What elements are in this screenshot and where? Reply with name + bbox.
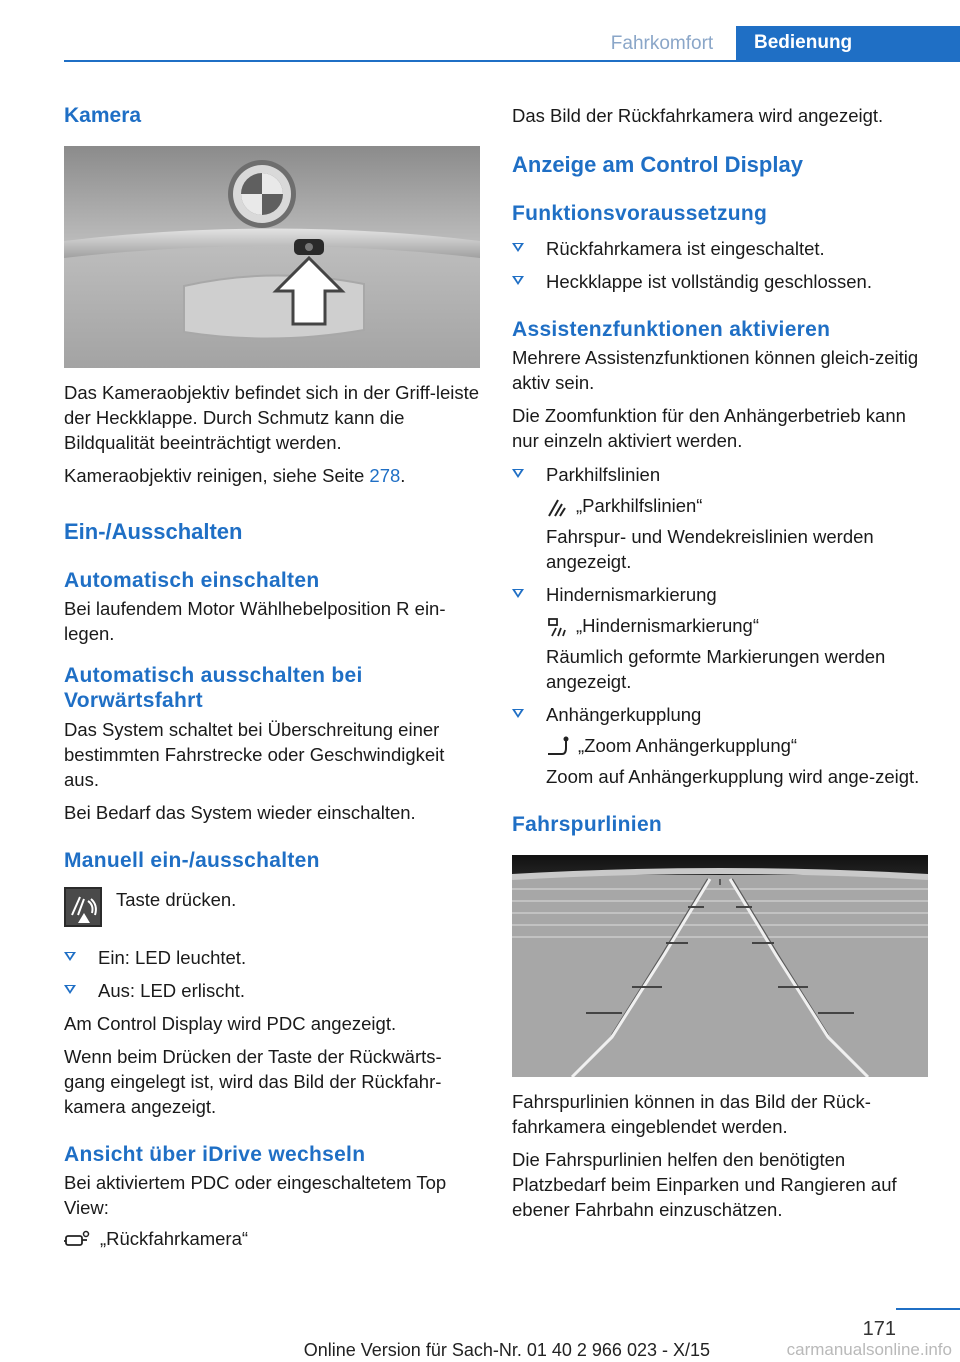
kamera-desc: Das Kameraobjektiv befindet sich in der Griff-leiste der Heckklappe. Durch Schmutz kann die Bildqualität beeinträchtigt werden. (64, 382, 480, 453)
sub-anh-icon-row (512, 733, 928, 758)
assist-text1: Mehrere Assistenzfunktionen können gleich-zeitig aktiv sein. (512, 347, 919, 393)
list-item-f1 (512, 236, 928, 261)
kamera-clean-dot: . (400, 465, 406, 486)
footer-rule (896, 1308, 960, 1310)
lane-lines-image (512, 855, 928, 1077)
obstacle-marking-icon[interactable] (546, 616, 568, 638)
li-park-text: Parkhilfslinien (546, 464, 661, 485)
sub-hind-icon-row (512, 613, 928, 638)
list-item-hind (512, 582, 928, 607)
bullet-triangle-icon (64, 952, 76, 961)
taste-row (64, 887, 480, 933)
heading-auto-aus: Automatisch ausschalten bei Vorwärtsfahrt (64, 664, 363, 712)
heading-assist: Assistenzfunktionen aktivieren (512, 318, 831, 341)
heading-kamera: Kamera (64, 104, 142, 127)
camera-photo (64, 146, 480, 368)
li-hind-text: Hindernismarkierung (546, 584, 717, 606)
auto-aus-text1: Das System schaltet bei Überschreitung einer bestimmten Fahrstrecke oder Geschwindigkeit aus. (64, 719, 445, 790)
list-item-park (512, 462, 928, 487)
sub-hind-text: Räumlich geformte Markierungen werden angezeigt. (546, 646, 886, 693)
page-number: 171 (862, 1318, 896, 1340)
heading-anzeige: Anzeige am Control Display (512, 152, 803, 177)
bullet-triangle-icon (512, 276, 524, 285)
list-item-f2 (512, 269, 928, 294)
tab-chapter[interactable]: Bedienung (736, 26, 960, 62)
pdc-button-icon (64, 887, 102, 927)
auto-aus-text2: Bei Bedarf das System wieder einschalten. (64, 802, 416, 823)
trailer-hitch-zoom-icon[interactable] (546, 736, 570, 758)
bild-text: Das Bild der Rückfahrkamera wird angezeigt. (512, 105, 884, 126)
li-ein-text: Ein: LED leuchtet. (98, 947, 247, 968)
sub-park-icon-label: „Parkhilfslinien“ (576, 495, 703, 516)
heading-ein-aus: Ein-/Ausschalten (64, 519, 243, 544)
list-item-anh (512, 702, 928, 727)
heading-ansicht: Ansicht über iDrive wechseln (64, 1143, 366, 1166)
page-link[interactable]: 278 (369, 465, 401, 486)
sub-park-text: Fahrspur- und Wendekreislinien werden angezeigt. (546, 526, 874, 573)
bullet-triangle-icon (512, 469, 524, 478)
bullet-triangle-icon (64, 985, 76, 994)
sub-park-icon-row (512, 493, 928, 518)
rueckfahrkamera-row (64, 1226, 480, 1252)
wenn-text: Wenn beim Drücken der Taste der Rückwärts-gang eingelegt ist, wird das Bild der Rückfahr-kamera angezeigt. (64, 1046, 442, 1117)
left-column (64, 100, 480, 1252)
sub-hind-icon-label: „Hindernismarkierung“ (576, 615, 760, 637)
kamera-clean (64, 463, 480, 488)
list-item-ein (64, 945, 480, 970)
taste-text: Taste drücken. (116, 889, 237, 910)
fahrspur-text2: Die Fahrspurlinien helfen den benötigten Platzbedarf beim Einparken und Rangieren auf ebener Fahrbahn einzuschätzen. (512, 1149, 897, 1221)
pdc-text: Am Control Display wird PDC angezeigt. (64, 1013, 397, 1034)
right-column (512, 100, 928, 1222)
parking-lines-icon[interactable] (546, 496, 568, 518)
li-f1-text: Rückfahrkamera ist eingeschaltet. (546, 238, 825, 259)
bullet-triangle-icon (512, 243, 524, 252)
assist-text2: Die Zoomfunktion für den Anhängerbetrieb kann nur einzeln aktiviert werden. (512, 405, 906, 451)
sub-anh-icon-label: „Zoom Anhängerkupplung“ (578, 735, 798, 757)
li-aus-text: Aus: LED erlischt. (98, 980, 246, 1001)
bullet-triangle-icon (512, 589, 524, 598)
bullet-triangle-icon (512, 709, 524, 718)
watermark: carmanualsonline.info (786, 1340, 952, 1359)
heading-fahrspur: Fahrspurlinien (512, 813, 663, 837)
li-anh-text: Anhängerkupplung (546, 704, 702, 726)
kamera-clean-text: Kameraobjektiv reinigen, siehe Seite (64, 465, 370, 486)
auto-ein-text: Bei laufendem Motor Wählhebelposition R ein-legen. (64, 598, 446, 644)
ansicht-text: Bei aktiviertem PDC oder eingeschaltetem Top View: (64, 1172, 447, 1218)
heading-manuell: Manuell ein-/ausschalten (64, 849, 320, 872)
online-version: Online Version für Sach-Nr. 01 40 2 966 023 - X/15 (303, 1340, 710, 1360)
rear-camera-icon[interactable] (64, 1229, 90, 1249)
list-item-aus (64, 978, 480, 1003)
li-f2-text: Heckklappe ist vollständig geschlossen. (546, 271, 872, 292)
heading-auto-ein: Automatisch einschalten (64, 569, 320, 592)
sub-anh-text: Zoom auf Anhängerkupplung wird ange-zeigt. (546, 766, 920, 788)
tab-section[interactable]: Fahrkomfort (610, 33, 714, 54)
heading-funktion: Funktionsvoraussetzung (512, 202, 768, 225)
rueckfahrkamera-label: „Rückfahrkamera“ (100, 1228, 249, 1249)
fahrspur-text1: Fahrspurlinien können in das Bild der Rück-fahrkamera eingeblendet werden. (512, 1091, 871, 1138)
